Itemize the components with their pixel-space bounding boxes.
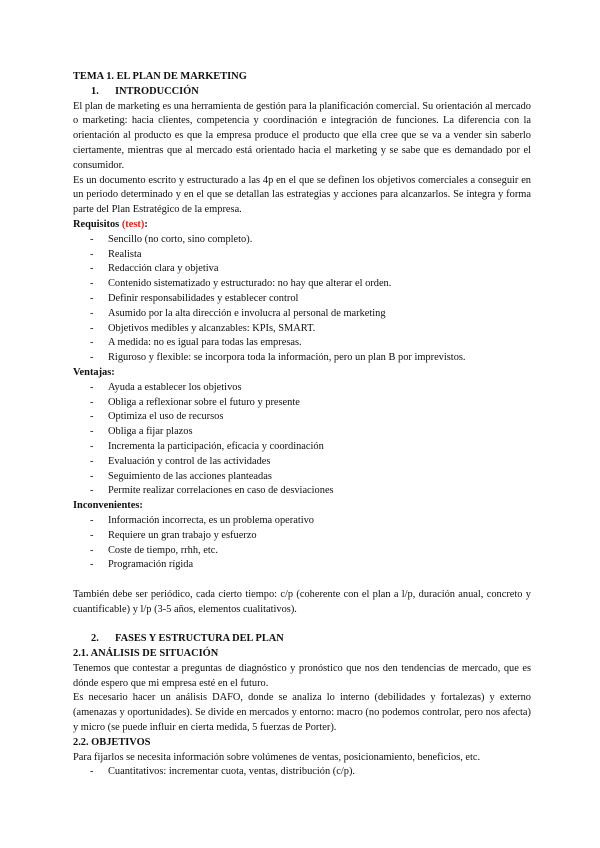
list-item: - Coste de tiempo, rrhh, etc. <box>73 544 531 559</box>
list-item: - Ayuda a establecer los objetivos <box>73 381 531 396</box>
inconvenientes-label: Inconvenientes: <box>73 500 143 512</box>
spacer <box>73 617 531 632</box>
requisitos-label <box>73 218 531 233</box>
section-2-heading <box>73 632 531 647</box>
list-item: - Seguimiento de las acciones planteadas <box>73 470 531 485</box>
list-item: - Obliga a fijar plazos <box>73 425 531 440</box>
list-item: - Requiere un gran trabajo y esfuerzo <box>73 529 531 544</box>
spacer <box>73 573 531 588</box>
section-2-title: FASES Y ESTRUCTURA DEL PLAN <box>115 633 284 645</box>
ventajas-label: Ventajas: <box>73 366 115 378</box>
list-item: - Asumido por la alta dirección e involucra al personal de marketing <box>73 307 531 322</box>
list-item: - Programación rígida <box>73 558 531 573</box>
subsection-2-1-heading: 2.1. ANÁLISIS DE SITUACIÓN <box>73 648 219 660</box>
list-item: - Incrementa la participación, eficacia y coordinación <box>73 440 531 455</box>
list-item: - Objetivos medibles y alcanzables: KPIs, SMART. <box>73 322 531 337</box>
list-item: - Evaluación y control de las actividades <box>73 455 531 470</box>
document-page <box>73 70 531 780</box>
requisitos-label-text: Requisitos <box>73 218 120 230</box>
section-1-heading <box>73 85 531 100</box>
test-tag: (test) <box>121 218 145 230</box>
document-title: TEMA 1. EL PLAN DE MARKETING <box>73 71 247 82</box>
subsection-2-2-heading: 2.2. OBJETIVOS <box>73 736 151 748</box>
section-1-title: INTRODUCCIÓN <box>115 85 199 97</box>
list-item: - Obliga a reflexionar sobre el futuro y presente <box>73 396 531 411</box>
list-item: - Información incorrecta, es un problema operativo <box>73 514 531 529</box>
list-item: - Realista <box>73 248 531 263</box>
inconvenientes-list <box>73 514 531 573</box>
objetivos-paragraph: Para fijarlos se necesita información sobre volúmenes de ventas, posicionamiento, beneficios, etc. <box>73 751 481 763</box>
section-2-number: 2. <box>91 633 99 645</box>
ventajas-list <box>73 381 531 499</box>
list-item: - Contenido sistematizado y estructurado: no hay que alterar el orden. <box>73 277 531 292</box>
list-item: - Riguroso y flexible: se incorpora toda la información, pero un plan B por imprevistos. <box>73 351 531 366</box>
requisitos-colon: : <box>144 218 148 230</box>
requisitos-list <box>73 233 531 366</box>
list-item: - Optimiza el uso de recursos <box>73 410 531 425</box>
situacion-paragraph-1: Tenemos que contestar a preguntas de diagnóstico y pronóstico que nos den tendencias de mercado, que es dónde espero que mi empresa esté en el futuro. <box>73 662 531 689</box>
intro-paragraph-2: Es un documento escrito y estructurado a las 4p en el que se definen los objetivos comerciales a conseguir en un periodo determinado y en el que se detallan las estrategias y acciones para alcanzarlos. Se integra y forma parte del Plan Estratégico de la empresa. <box>73 174 531 216</box>
objetivos-list <box>73 765 531 780</box>
periodicity-paragraph: También debe ser periódico, cada cierto tiempo: c/p (coherente con el plan a l/p, duración anual, concreto y cuantificable) y l/p (3-5 años, elementos cualitativos). <box>73 588 531 615</box>
list-item: - Definir responsabilidades y establecer control <box>73 292 531 307</box>
list-item: - Sencillo (no corto, sino completo). <box>73 233 531 248</box>
section-1-number: 1. <box>91 85 99 97</box>
list-item: - A medida: no es igual para todas las empresas. <box>73 336 531 351</box>
intro-paragraph-1: El plan de marketing es una herramienta de gestión para la planificación comercial. Su orientación al mercado o marketing: hacia clientes, competencia y coordinación e integración de funciones. La diferencia con la orientación al producto es que la empresa produce el producto que ella cree que se va a vender sin saberlo ciertamente, mientras que al mercado está orientado hacia el marketing y se sabe que es demandado por el consumidor. <box>73 100 531 171</box>
list-item: - Cuantitativos: incrementar cuota, ventas, distribución (c/p). <box>73 765 531 780</box>
list-item: - Redacción clara y objetiva <box>73 262 531 277</box>
list-item: - Permite realizar correlaciones en caso de desviaciones <box>73 484 531 499</box>
situacion-paragraph-2: Es necesario hacer un análisis DAFO, donde se analiza lo interno (debilidades y fortalezas) y externo (amenazas y oportunidades). Se divide en mercados y entorno: macro (no podemos controlar, pero nos afecta) y micro (se puede influir en cierta medida, 5 fuerzas de Porter). <box>73 692 531 734</box>
